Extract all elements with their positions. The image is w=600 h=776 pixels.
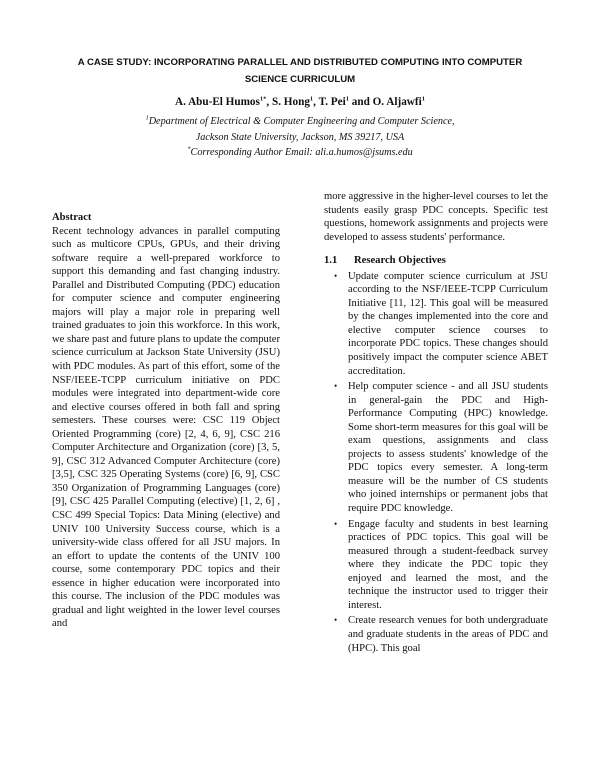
- paper-title: [40, 54, 560, 88]
- author-separator: ,: [313, 96, 319, 108]
- abstract-heading: Abstract: [52, 212, 92, 223]
- bullet-icon: •: [334, 381, 338, 392]
- author-superscript: 1: [309, 95, 314, 103]
- affiliation-line1: [40, 114, 560, 130]
- bullet-icon: •: [334, 270, 338, 281]
- paper-title-line1: A CASE STUDY: INCORPORATING PARALLEL AND DISTRIBUTED COMPUTING INTO COMPUTER: [77, 57, 523, 68]
- affiliation-text: Department of Electrical & Computer Engineering and Computer Science,: [148, 116, 455, 127]
- affiliation-superscript: 1: [145, 114, 149, 122]
- author-list: [40, 95, 560, 110]
- author-superscript: 1: [421, 95, 425, 103]
- author-separator: ,: [266, 96, 272, 108]
- author-name: S. Hong: [271, 96, 310, 108]
- right-column: [324, 190, 548, 657]
- list-item-text: Update computer science curriculum at JSU according to the NSF/IEEE-TCPP Curriculum Initiative [11, 12]. This goal will be measured by the changes implemented into the core and elective computer science courses to incorporate PDC topics. These changes should positively impact the computer science ABET accreditation.: [348, 270, 548, 377]
- corresponding-author: [40, 145, 560, 161]
- author-conjunction: and: [348, 96, 373, 108]
- corresponding-superscript: *: [187, 145, 191, 153]
- affiliation-block: [40, 114, 560, 161]
- paper-title-line2: SCIENCE CURRICULUM: [244, 74, 356, 85]
- affiliation-line2: Jackson State University, Jackson, MS 39217, USA: [195, 131, 405, 143]
- abstract-text: Recent technology advances in parallel computing such as multicore CPUs, GPUs, and their driving software require a well-prepared workforce to support this demanding and fast changing industry. Parallel and Distributed Computing (PDC) education for computer science and computer engineering majors will play a major role in preparing well trained graduates to join this workforce. In this work, we share past and future plans to update the computer science curriculum at Jackson State University (JSU) with PDC modules. As part of this effort, some of the NSF/IEEE-TCPP curriculum initiative on PDC modules were integrated into department-wide core and elective courses offered in both fall and spring semesters. These courses were: CSC 119 Object Oriented Programming (core) [2, 4, 6, 9], CSC 216 Computer Architecture and Organization (core) [3, 5, 9], CSC 312 Advanced Computer Architecture (core) [3,5], CSC 325 Operating Systems (core) [6, 9], CSC 350 Organization of Programming Languages (core) [9], CSC 425 Parallel Computing (elective) [1, 2, 6] , CSC 499 Special Topics: Data Mining (elective) and UNIV 100 University Success course, which is a university-wide class offered for all JSU majors. In an effort to update the contents of the UNIV 100 course, some contemporary PDC topics and their essence in higher education were incorporated into this course. The inclusion of the PDC modules was gradual and light weighted in the lower level courses and: [52, 225, 280, 630]
- list-item-text: Create research venues for both undergraduate and graduate students in the areas of PDC and (HPC). This goal: [348, 615, 548, 654]
- list-item-text: Engage faculty and students in best learning practices of PDC topics. This goal will be measured through a student-feedback survey where they indicate the PDC topic they enjoyed and learned the most, and the technique the instructor used to trigger their interest.: [348, 518, 548, 611]
- section-heading: [324, 254, 548, 268]
- section-number: 1.1: [324, 255, 338, 267]
- list-item: [324, 380, 548, 515]
- list-item: [324, 270, 548, 378]
- list-item: [324, 614, 548, 655]
- abstract-continuation: more aggressive in the higher-level courses to let the students easily grasp PDC concepts. Specific test questions, homework assignments and projects were developed to assess students' performance.: [324, 191, 548, 243]
- author-superscript: 1*: [259, 95, 267, 103]
- objectives-list: [324, 270, 548, 655]
- bullet-icon: •: [334, 518, 338, 529]
- section-title: Research Objectives: [354, 255, 446, 267]
- corresponding-email: Corresponding Author Email: ali.a.humos@jsums.edu: [190, 147, 413, 159]
- left-column: [52, 211, 280, 631]
- bullet-icon: •: [334, 615, 338, 626]
- list-item-text: Help computer science - and all JSU students in general-gain the PDC and High-Performance Computing (HPC) knowledge. Some short-term measures for this goal will be exam questions, assignments and class projects to assess students' knowledge of the PDC topics every semester. A long-term measure will be the number of CS students who joined internships or permanent jobs that require PDC knowledge.: [348, 381, 548, 515]
- author-name: A. Abu-El Humos: [175, 96, 260, 108]
- author-name: O. Aljawfi: [372, 96, 422, 108]
- author-name: T. Pei: [318, 96, 346, 108]
- author-superscript: 1: [345, 95, 349, 103]
- list-item: [324, 518, 548, 613]
